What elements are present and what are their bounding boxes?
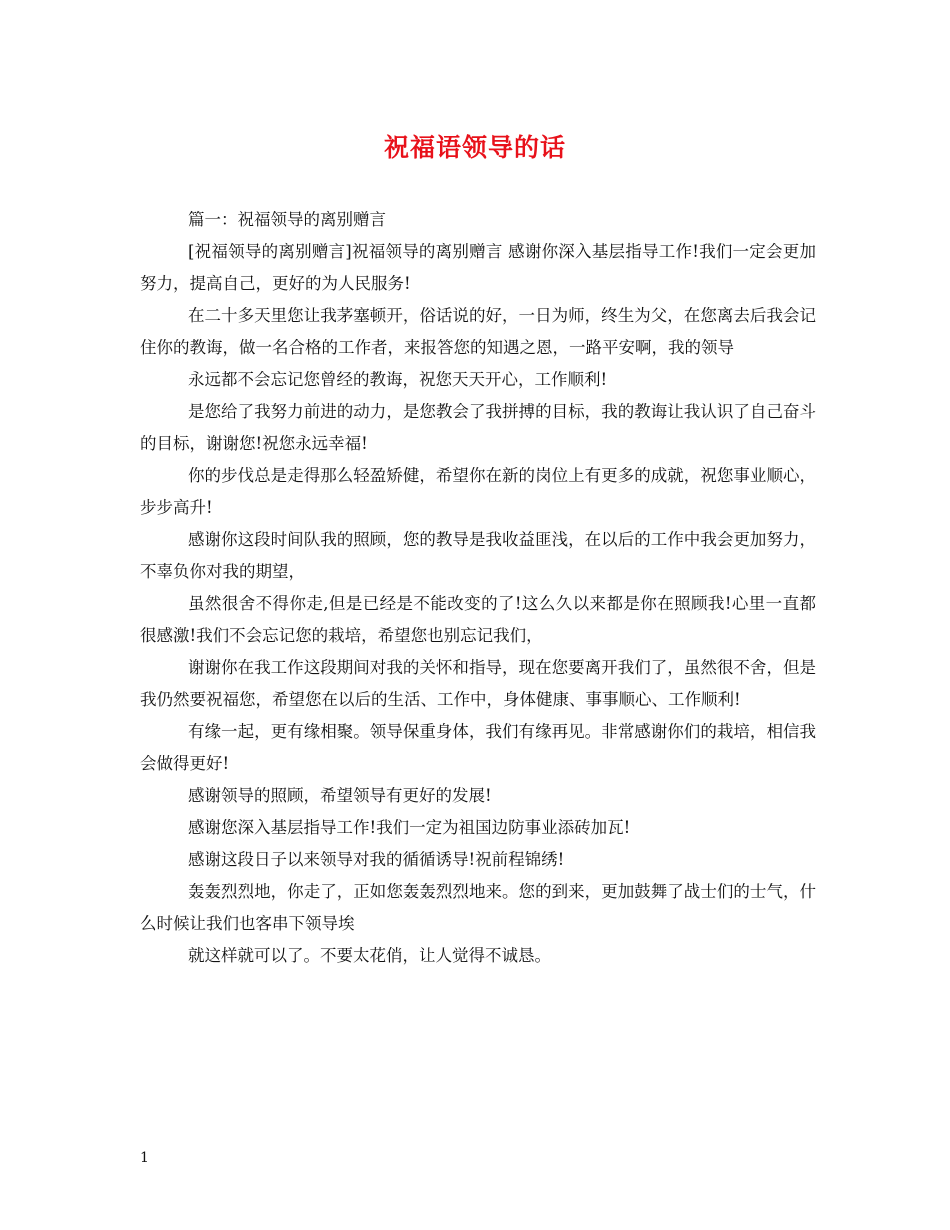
paragraph: 是您给了我努力前进的动力，是您教会了我拼搏的目标，我的教诲让我认识了自己奋斗的目标，谢谢您!祝您永远幸福! bbox=[140, 402, 816, 453]
paragraph: 谢谢你在我工作这段期间对我的关怀和指导，现在您要离开我们了，虽然很不舍，但是我仍然要祝福您，希望您在以后的生活、工作中，身体健康、事事顺心、工作顺利! bbox=[140, 658, 816, 709]
paragraph: 你的步伐总是走得那么轻盈矫健，希望你在新的岗位上有更多的成就，祝您事业顺心，步步高升! bbox=[140, 466, 816, 517]
paragraph: 永远都不会忘记您曾经的教诲，祝您天天开心，工作顺利! bbox=[188, 370, 608, 389]
paragraph: 虽然很舍不得你走,但是已经是不能改变的了!这么久以来都是你在照顾我!心里一直都很感激!我们不会忘记您的栽培，希望您也别忘记我们， bbox=[140, 594, 816, 645]
paragraph: 感谢领导的照顾，希望领导有更好的发展! bbox=[188, 786, 492, 805]
paragraph: 轰轰烈烈地，你走了，正如您轰轰烈烈地来。您的到来，更加鼓舞了战士们的士气，什么时候让我们也客串下领导埃 bbox=[140, 882, 816, 933]
paragraph: [祝福领导的离别赠言]祝福领导的离别赠言 感谢你深入基层指导工作!我们一定会更加努力，提高自己，更好的为人民服务! bbox=[140, 242, 816, 293]
document-body bbox=[140, 204, 816, 972]
section-heading: 篇一：祝福领导的离别赠言 bbox=[188, 210, 386, 229]
paragraph: 在二十多天里您让我茅塞顿开，俗话说的好，一日为师，终生为父，在您离去后我会记住你的教诲，做一名合格的工作者，来报答您的知遇之恩，一路平安啊，我的领导 bbox=[140, 306, 816, 357]
paragraph: 感谢您深入基层指导工作!我们一定为祖国边防事业添砖加瓦! bbox=[188, 818, 631, 837]
paragraph: 有缘一起，更有缘相聚。领导保重身体，我们有缘再见。非常感谢你们的栽培，相信我会做得更好! bbox=[140, 722, 816, 773]
paragraph: 感谢你这段时间队我的照顾，您的教导是我收益匪浅，在以后的工作中我会更加努力，不辜负你对我的期望， bbox=[140, 530, 816, 581]
page-number: 1 bbox=[140, 1150, 149, 1166]
paragraph: 就这样就可以了。不要太花俏，让人觉得不诚恳。 bbox=[188, 946, 551, 965]
document-title: 祝福语领导的话 bbox=[383, 133, 566, 162]
paragraph: 感谢这段日子以来领导对我的循循诱导!祝前程锦绣! bbox=[188, 850, 565, 869]
